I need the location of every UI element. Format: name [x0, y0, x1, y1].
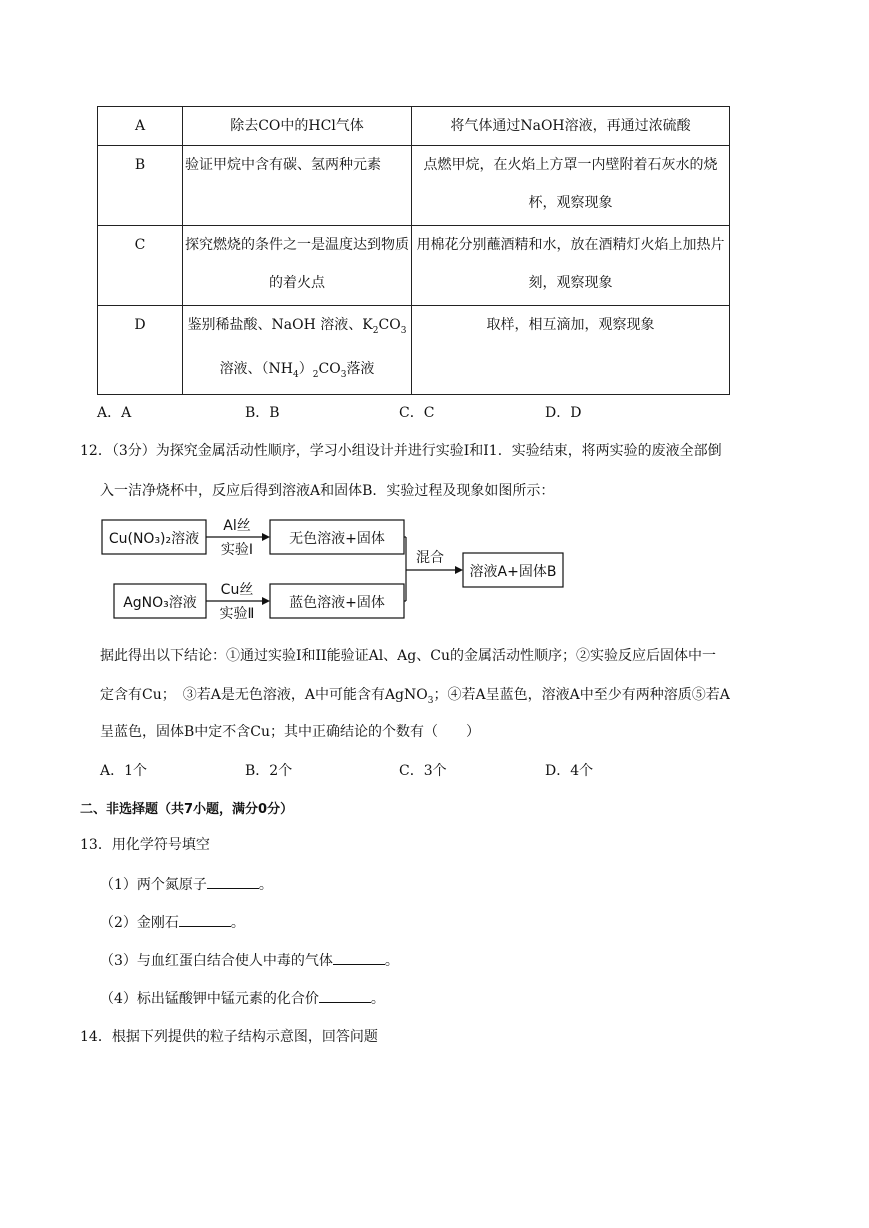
- q13-item-3: [100, 950, 399, 970]
- table-row: [98, 226, 730, 306]
- q12-line-3: 据此得出以下结论：①通过实验Ⅰ和II能验证Al、Ag、Cu的金属活动性顺序；②实验反应后固体中一: [100, 648, 716, 664]
- q13-item-2: [100, 912, 245, 932]
- q12-line-5: 呈蓝色，固体B中定不含Cu；其中正确结论的个数有（ ）: [100, 724, 481, 740]
- row-purpose: 探究燃烧的条件之一是温度达到物质的着火点: [183, 226, 412, 306]
- q12-line-1: 12．（3分）为探究金属活动性顺序，学习小组设计并进行实验Ⅰ和Ⅰ1．实验结束，将两实验的废液全部倒: [80, 443, 722, 459]
- q14-title: 14．根据下列提供的粒子结构示意图，回答问题: [80, 1029, 378, 1045]
- q13-item-text: （1）两个氮原子: [100, 877, 207, 893]
- experiment-flow-diagram: [100, 512, 570, 622]
- row-label: C: [98, 226, 183, 306]
- answer-blank[interactable]: [333, 950, 385, 965]
- section-heading: 二、非选择题（共7小题，满分0分）: [80, 802, 294, 817]
- table-row: [98, 146, 730, 226]
- option-b: B．2个: [245, 763, 293, 779]
- result-blue: 蓝色溶液+固体: [289, 595, 385, 611]
- q13-item-text: （4）标出锰酸钾中锰元素的化合价: [100, 991, 319, 1007]
- row-method: 取样，相互滴加，观察现象: [412, 306, 730, 395]
- answer-blank[interactable]: [179, 912, 231, 927]
- row-purpose: 除去CO中的HCl气体: [183, 107, 412, 146]
- mix-label: 混合: [416, 550, 444, 566]
- table-row: [98, 306, 730, 395]
- q13-item-1: [100, 874, 273, 894]
- period: 。: [258, 877, 273, 893]
- row-label: A: [98, 107, 183, 146]
- arrow-label-cu: Cu丝: [220, 582, 254, 598]
- row-purpose: 鉴别稀盐酸、NaOH 溶液、$K_2CO_3$溶液、$(NH_4)_2CO_3$落液: [183, 306, 412, 395]
- arrow-label-al: Al丝: [223, 518, 251, 534]
- row-method: 将气体通过NaOH溶液，再通过浓硫酸: [412, 107, 730, 146]
- q12-line-2: 入一洁净烧杯中，反应后得到溶液A和固体B．实验过程及现象如图所示：: [100, 483, 555, 499]
- table-row: [98, 107, 730, 146]
- row-method: 点燃甲烷，在火焰上方罩一内壁附着石灰水的烧杯，观察现象: [412, 146, 730, 226]
- row-purpose: 验证甲烷中含有碳、氢两种元素: [183, 146, 412, 226]
- q13-title: 13．用化学符号填空: [80, 837, 210, 853]
- final-result: 溶液A+固体B: [469, 564, 557, 580]
- period: 。: [384, 953, 399, 969]
- answer-blank[interactable]: [319, 988, 371, 1003]
- result-colorless: 无色溶液+固体: [289, 531, 385, 547]
- option-a: A．A: [97, 405, 132, 421]
- row-method: 用棉花分别蘸酒精和水，放在酒精灯火焰上加热片刻，观察现象: [412, 226, 730, 306]
- arrow-label-exp2: 实验Ⅱ: [219, 606, 255, 622]
- arrow-label-exp1: 实验Ⅰ: [220, 542, 254, 558]
- row-label: B: [98, 146, 183, 226]
- q13-item-text: （2）金刚石: [100, 915, 179, 931]
- option-d: D．4个: [545, 763, 594, 779]
- option-d: D．D: [545, 405, 582, 421]
- box-agno3: AgNO₃溶液: [123, 595, 197, 611]
- option-c: C．3个: [399, 763, 447, 779]
- period: 。: [370, 991, 385, 1007]
- option-c: C．C: [399, 405, 435, 421]
- q13-item-text: （3）与血红蛋白结合使人中毒的气体: [100, 953, 333, 969]
- q13-item-4: [100, 988, 385, 1008]
- option-b: B．B: [245, 405, 280, 421]
- q12-line-4: 定含有Cu； ③若A是无色溶液，A中可能含有AgNO$_3$；④若A呈蓝色，溶液A中至少有两种溶质⑤若A: [100, 687, 730, 706]
- q12-options: [100, 760, 593, 780]
- box-cu-nitrate: Cu(NO₃)₂溶液: [108, 531, 200, 547]
- answer-blank[interactable]: [207, 874, 259, 889]
- option-a: A．1个: [100, 763, 148, 779]
- experiment-options-table: [97, 106, 730, 395]
- q11-options: [97, 402, 581, 422]
- period: 。: [230, 915, 245, 931]
- row-label: D: [98, 306, 183, 395]
